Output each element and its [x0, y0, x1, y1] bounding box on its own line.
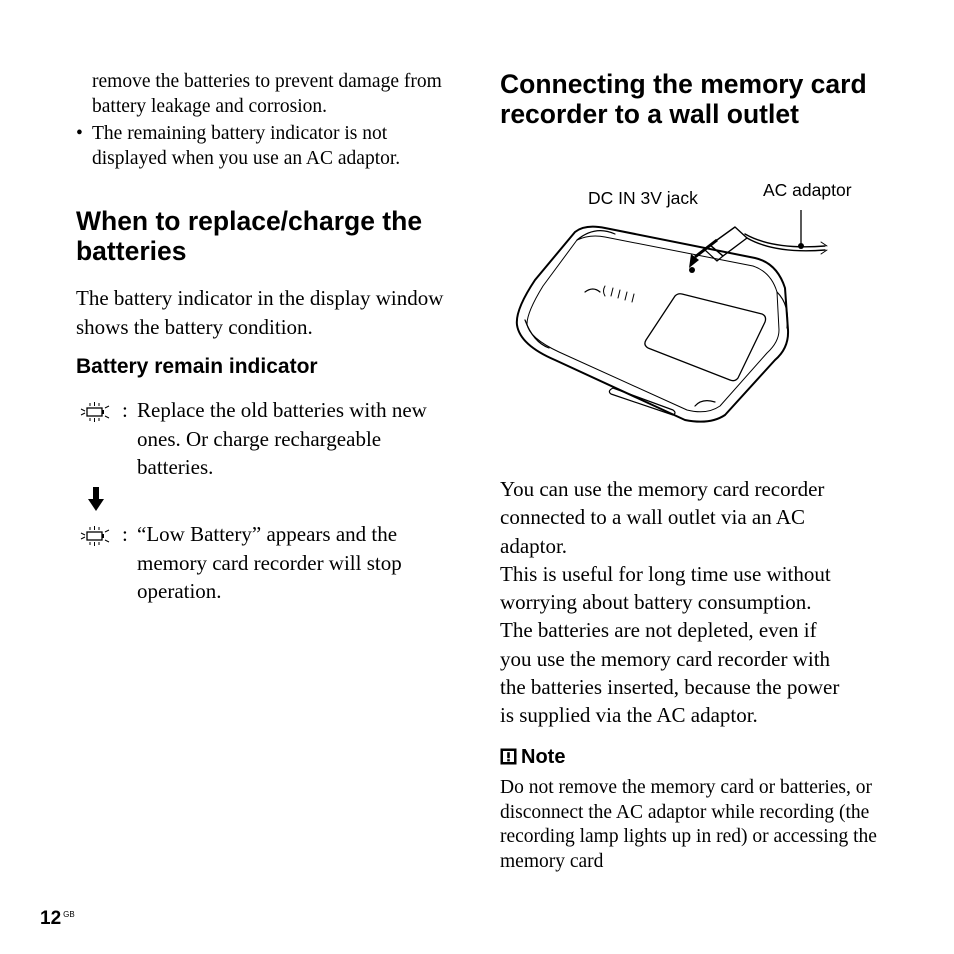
- note-icon: [500, 748, 517, 765]
- note-text: Do not remove the memory card or batteries, or disconnect the AC adaptor while recording (the recording lamp lights up in red) or accessing the memory card: [500, 777, 877, 872]
- section-paragraph: The battery indicator in the display window shows the battery condition.: [76, 286, 444, 339]
- indicator-colon: :: [122, 522, 128, 546]
- page-number-value: 12: [40, 908, 62, 929]
- indicator-row-low-battery: [80, 520, 460, 610]
- paragraph-line: adaptor.: [500, 533, 568, 558]
- note-heading-text: Note: [521, 746, 566, 768]
- indicator-colon: :: [122, 398, 128, 422]
- section-heading-wall-outlet: Connecting the memory card recorder to a wall outlet: [500, 69, 867, 129]
- paragraph-line: the batteries inserted, because the power: [500, 675, 840, 700]
- flashing-empty-battery-icon: [80, 402, 110, 422]
- paragraph-line: connected to a wall outlet via an AC: [500, 505, 805, 530]
- paragraph-line: worrying about battery consumption.: [500, 590, 812, 615]
- paragraph-line: The batteries are not depleted, even if: [500, 618, 817, 643]
- indicator-text-replace: Replace the old batteries with new ones. Or charge rechargeable batteries.: [137, 398, 427, 479]
- page-number-suffix: GB: [63, 910, 75, 919]
- label-dc-in-jack: DC IN 3V jack: [588, 188, 698, 208]
- paragraph-line: you use the memory card recorder with: [500, 646, 831, 671]
- paragraph-line: You can use the memory card recorder: [500, 477, 825, 501]
- paragraph-line: This is useful for long time use without: [500, 561, 831, 586]
- bullet-text: The remaining battery indicator is not displayed when you use an AC adaptor.: [92, 123, 401, 169]
- down-arrow-icon: [88, 487, 104, 513]
- indicator-text-low-battery: “Low Battery” appears and the memory card recorder will stop operation.: [137, 522, 402, 603]
- continued-text: remove the batteries to prevent damage from battery leakage and corrosion.: [92, 71, 442, 117]
- recorder-illustration: [505, 210, 850, 435]
- subheading-battery-indicator: Battery remain indicator: [76, 355, 318, 378]
- label-ac-adaptor: AC adaptor: [763, 180, 852, 200]
- bullet-symbol: •: [76, 123, 83, 144]
- note-heading: [500, 746, 565, 769]
- paragraph-line: is supplied via the AC adaptor.: [500, 703, 758, 728]
- indicator-row-replace: [80, 396, 460, 486]
- section-heading-replace-batteries: When to replace/charge the batteries: [76, 206, 423, 266]
- wall-outlet-paragraph: [500, 475, 880, 730]
- page-number: [40, 908, 75, 930]
- flashing-empty-battery-icon: [80, 526, 110, 546]
